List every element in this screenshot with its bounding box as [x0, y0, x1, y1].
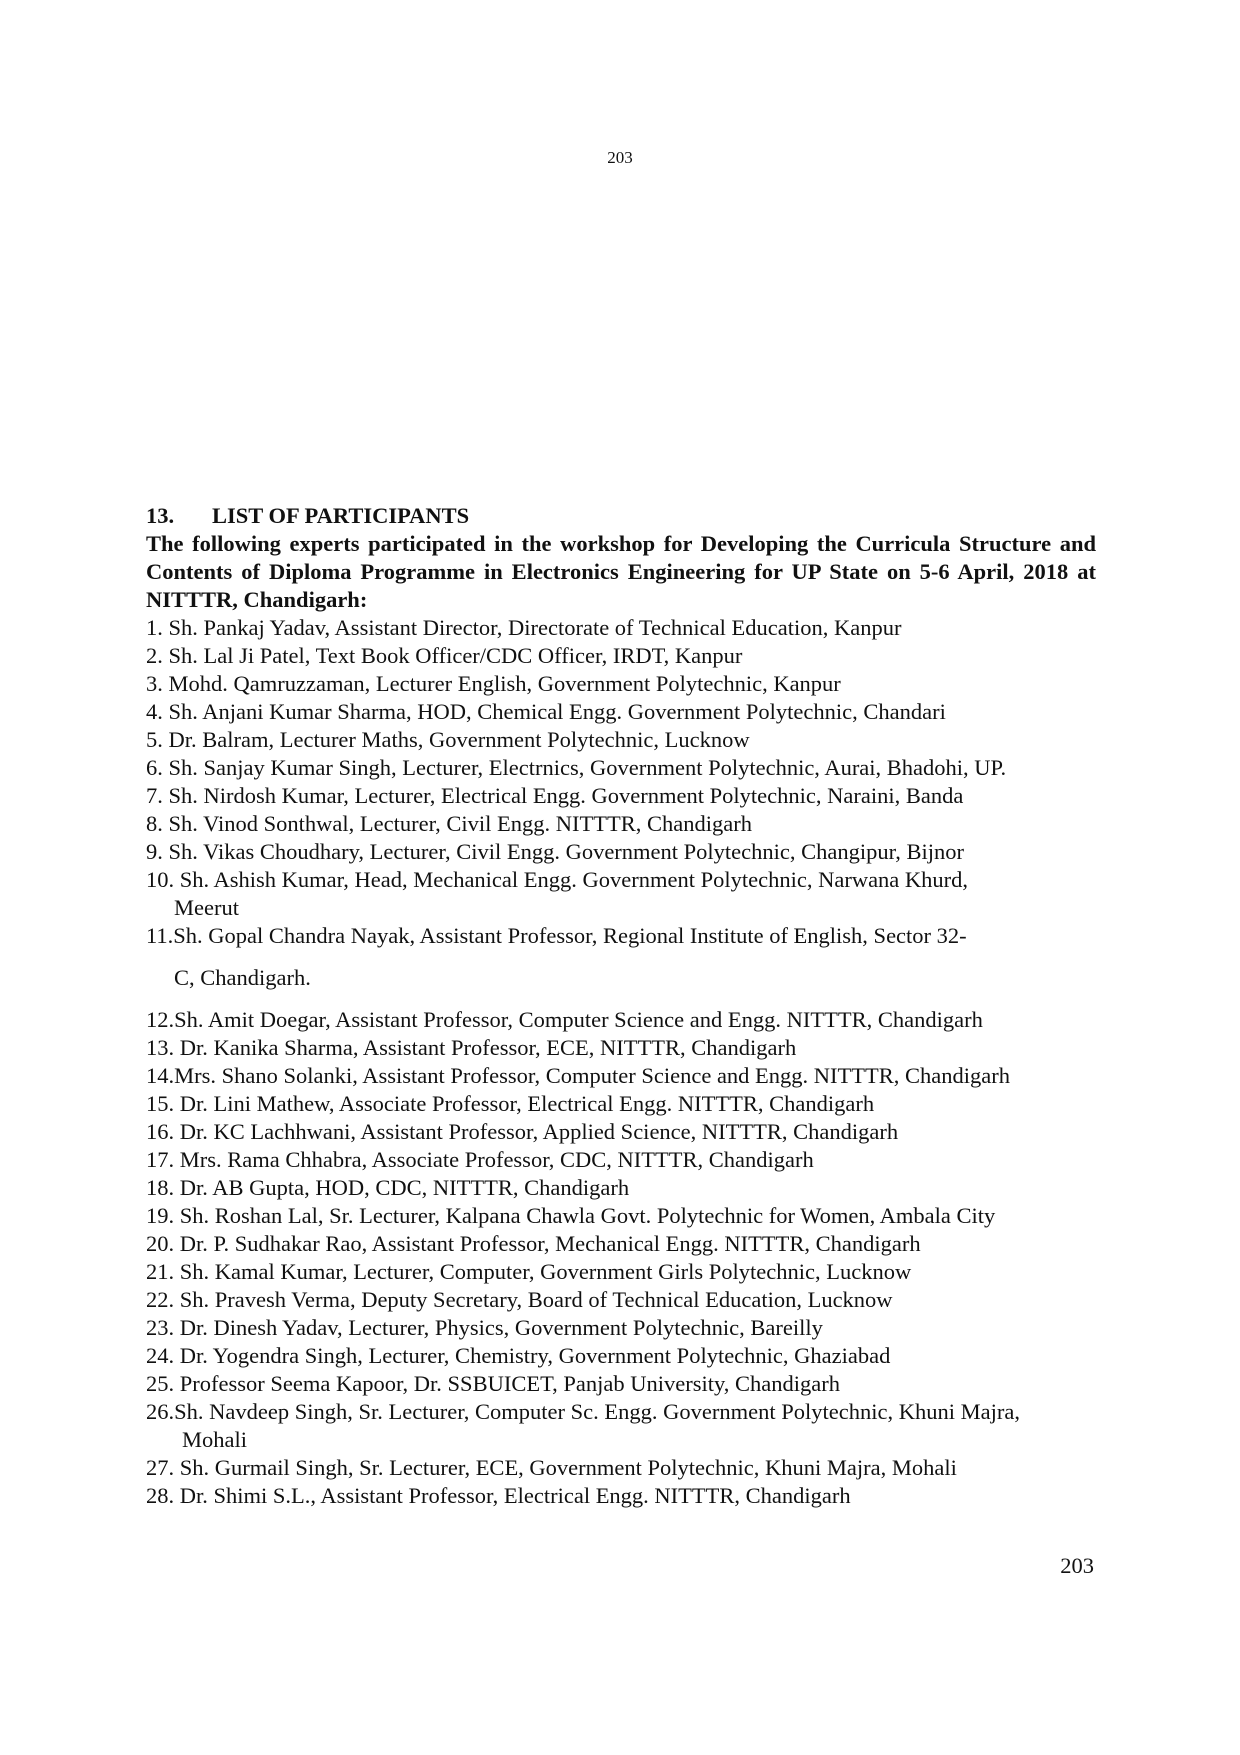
section-title: LIST OF PARTICIPANTS — [212, 503, 470, 528]
participant-item — [146, 922, 1096, 992]
participant-text: 13. Dr. Kanika Sharma, Assistant Professor, ECE, NITTTR, Chandigarh — [146, 1035, 797, 1060]
participant-item — [146, 1006, 1096, 1034]
participant-text: 24. Dr. Yogendra Singh, Lecturer, Chemistry, Government Polytechnic, Ghaziabad — [146, 1343, 891, 1368]
participant-item — [146, 1286, 1096, 1314]
participant-item — [146, 1202, 1096, 1230]
section-intro: The following experts participated in the workshop for Developing the Curricula Structure and Contents of Diploma Programme in Electronics Engineering for UP State on 5-6 April, 2018 at NITTTR, Chandigarh: — [146, 531, 1096, 612]
participant-text: 21. Sh. Kamal Kumar, Lecturer, Computer, Government Girls Polytechnic, Lucknow — [146, 1259, 912, 1284]
participant-item — [146, 670, 1096, 698]
participant-text: 4. Sh. Anjani Kumar Sharma, HOD, Chemical Engg. Government Polytechnic, Chandari — [146, 699, 946, 724]
participant-item — [146, 1482, 1096, 1510]
participant-text: 20. Dr. P. Sudhakar Rao, Assistant Professor, Mechanical Engg. NITTTR, Chandigarh — [146, 1231, 921, 1256]
participant-text: 6. Sh. Sanjay Kumar Singh, Lecturer, Electrnics, Government Polytechnic, Aurai, Bhadohi, UP. — [146, 755, 1007, 780]
participant-item — [146, 1230, 1096, 1258]
participant-text: 12.Sh. Amit Doegar, Assistant Professor, Computer Science and Engg. NITTTR, Chandigarh — [146, 1007, 983, 1032]
participant-item — [146, 1398, 1096, 1454]
participant-item — [146, 1146, 1096, 1174]
participant-text: 19. Sh. Roshan Lal, Sr. Lecturer, Kalpana Chawla Govt. Polytechnic for Women, Ambala City — [146, 1203, 996, 1228]
participant-item — [146, 754, 1096, 782]
participant-text: 1. Sh. Pankaj Yadav, Assistant Director, Directorate of Technical Education, Kanpur — [146, 615, 902, 640]
participant-item — [146, 1454, 1096, 1482]
participant-text: 9. Sh. Vikas Choudhary, Lecturer, Civil Engg. Government Polytechnic, Changipur, Bijnor — [146, 839, 964, 864]
participant-item — [146, 782, 1096, 810]
participant-item — [146, 866, 1096, 922]
participant-list — [146, 614, 1096, 1510]
participant-text-continuation: Meerut — [174, 895, 239, 920]
participant-text-continuation: Mohali — [182, 1427, 247, 1452]
participant-text: 7. Sh. Nirdosh Kumar, Lecturer, Electrical Engg. Government Polytechnic, Naraini, Banda — [146, 783, 964, 808]
participant-text-continuation: C, Chandigarh. — [174, 965, 311, 990]
participant-item — [146, 1314, 1096, 1342]
participant-text: 10. Sh. Ashish Kumar, Head, Mechanical Engg. Government Polytechnic, Narwana Khurd, — [146, 867, 969, 892]
participant-item — [146, 642, 1096, 670]
participant-item — [146, 1090, 1096, 1118]
participant-text: 15. Dr. Lini Mathew, Associate Professor, Electrical Engg. NITTTR, Chandigarh — [146, 1091, 875, 1116]
participant-item — [146, 1370, 1096, 1398]
participant-item — [146, 614, 1096, 642]
participants-section — [146, 502, 1096, 1510]
page-number-top: 203 — [607, 148, 633, 167]
participant-text: 18. Dr. AB Gupta, HOD, CDC, NITTTR, Chandigarh — [146, 1175, 630, 1200]
participant-item — [146, 1174, 1096, 1202]
participant-text: 23. Dr. Dinesh Yadav, Lecturer, Physics, Government Polytechnic, Bareilly — [146, 1315, 823, 1340]
participant-text: 25. Professor Seema Kapoor, Dr. SSBUICET, Panjab University, Chandigarh — [146, 1371, 841, 1396]
participant-item — [146, 1258, 1096, 1286]
participant-item — [146, 838, 1096, 866]
participant-item — [146, 1034, 1096, 1062]
participant-text: 28. Dr. Shimi S.L., Assistant Professor, Electrical Engg. NITTTR, Chandigarh — [146, 1483, 851, 1508]
participant-item — [146, 1062, 1096, 1090]
participant-text: 17. Mrs. Rama Chhabra, Associate Professor, CDC, NITTTR, Chandigarh — [146, 1147, 814, 1172]
participant-text: 11.Sh. Gopal Chandra Nayak, Assistant Professor, Regional Institute of English, Sector 32- — [146, 923, 967, 948]
participant-text: 22. Sh. Pravesh Verma, Deputy Secretary, Board of Technical Education, Lucknow — [146, 1287, 893, 1312]
participant-text: 2. Sh. Lal Ji Patel, Text Book Officer/CDC Officer, IRDT, Kanpur — [146, 643, 743, 668]
section-number: 13. — [146, 503, 175, 528]
participant-item — [146, 1118, 1096, 1146]
participant-text: 8. Sh. Vinod Sonthwal, Lecturer, Civil Engg. NITTTR, Chandigarh — [146, 811, 753, 836]
participant-item — [146, 1342, 1096, 1370]
page-number-bottom: 203 — [1060, 1553, 1094, 1578]
participant-item — [146, 698, 1096, 726]
participant-text: 27. Sh. Gurmail Singh, Sr. Lecturer, ECE, Government Polytechnic, Khuni Majra, Mohali — [146, 1455, 957, 1480]
participant-text: 26.Sh. Navdeep Singh, Sr. Lecturer, Computer Sc. Engg. Government Polytechnic, Khuni Majra, — [146, 1399, 1020, 1424]
participant-text: 5. Dr. Balram, Lecturer Maths, Government Polytechnic, Lucknow — [146, 727, 750, 752]
participant-item — [146, 810, 1096, 838]
participant-text: 16. Dr. KC Lachhwani, Assistant Professor, Applied Science, NITTTR, Chandigarh — [146, 1119, 899, 1144]
section-heading — [146, 502, 1096, 530]
participant-text: 3. Mohd. Qamruzzaman, Lecturer English, Government Polytechnic, Kanpur — [146, 671, 841, 696]
participant-text: 14.Mrs. Shano Solanki, Assistant Professor, Computer Science and Engg. NITTTR, Chandigarh — [146, 1063, 1010, 1088]
participant-item — [146, 726, 1096, 754]
